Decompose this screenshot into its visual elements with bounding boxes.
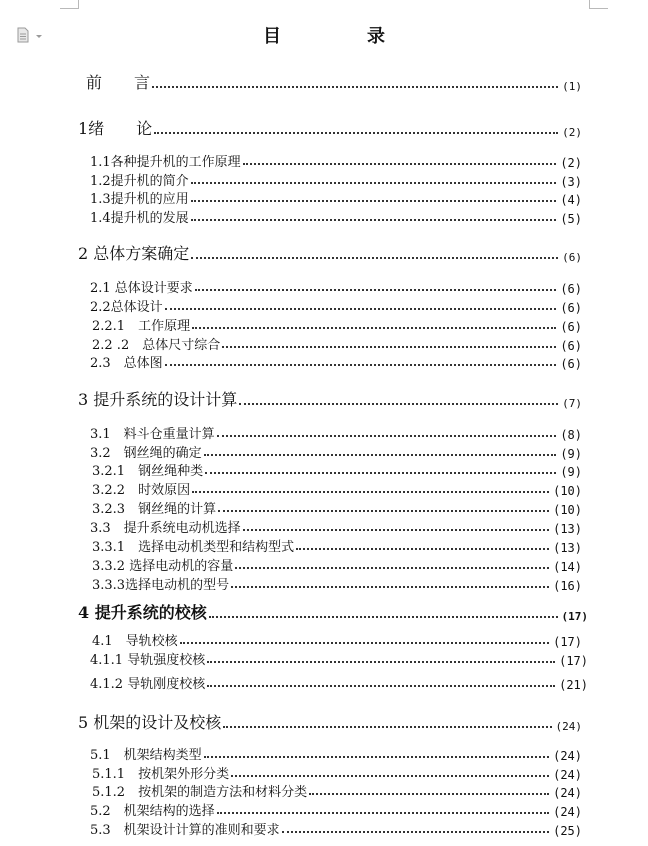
toc-label: 5.1.1 按机架外形分类 (92, 767, 230, 782)
toc-page: (17) (559, 654, 588, 668)
page-corner-mark-right (589, 0, 608, 9)
toc-page: (10) (553, 484, 582, 498)
toc-label: 2 总体方案确定 (78, 244, 190, 263)
toc-label: 5.3 机架设计计算的准则和要求 (90, 823, 280, 838)
toc-page: (3) (560, 175, 582, 189)
toc-entry[interactable] (90, 151, 582, 170)
toc-page: (17) (553, 635, 582, 649)
toc-page: (17) (561, 610, 588, 623)
toc-label: 3.3.3选择电动机的型号 (92, 578, 230, 593)
toc-page: (21) (559, 678, 588, 692)
toc-label: 3.3.2 选择电动机的容量 (92, 559, 234, 574)
toc-label: 5.2 机架结构的选择 (90, 804, 215, 819)
page-corner-mark-left (60, 0, 79, 9)
toc-entry[interactable] (90, 423, 582, 442)
leader-dots (204, 756, 549, 758)
toc-label: 4.1.1 导轨强度校核 (90, 653, 206, 668)
leader-dots (165, 364, 557, 366)
toc-label: 5 机架的设计及校核 (78, 713, 222, 732)
toc-entry[interactable] (92, 536, 582, 555)
toc-page: (9) (560, 447, 582, 461)
toc-label: 3.3 提升系统电动机选择 (90, 521, 241, 536)
toc-entry[interactable] (90, 442, 582, 461)
toc-label: 3.3.1 选择电动机类型和结构型式 (92, 540, 295, 555)
page-title: 目 录 (263, 26, 419, 47)
leader-dots (231, 586, 549, 588)
toc-entry[interactable] (92, 555, 582, 574)
leader-dots (204, 454, 557, 456)
toc-entry[interactable] (92, 479, 582, 498)
toc-page: (16) (553, 579, 582, 593)
toc-entry[interactable] (78, 241, 582, 264)
toc-label: 3.2.1 钢丝绳种类 (92, 464, 204, 479)
toc-entry[interactable] (92, 574, 582, 593)
toc-page: (10) (553, 503, 582, 517)
toc-label: 2.2总体设计 (90, 300, 163, 315)
toc-entry[interactable] (90, 352, 582, 371)
toc-page: (6) (560, 339, 582, 353)
toc-page: (6) (562, 251, 582, 264)
toc-entry[interactable] (90, 188, 582, 207)
toc-entry[interactable] (78, 116, 582, 139)
toc-entry[interactable] (92, 763, 582, 782)
toc-page: (24) (553, 805, 582, 819)
toc-label: 前 言 (86, 73, 151, 92)
toc-label: 3.1 料斗仓重量计算 (90, 427, 215, 442)
leader-dots (191, 200, 557, 202)
toc-entry[interactable] (78, 387, 582, 410)
toc-page: (5) (560, 212, 582, 226)
toc-entry[interactable] (90, 296, 582, 315)
leader-dots (231, 775, 549, 777)
leader-dots (239, 403, 558, 405)
toc-page: (13) (553, 541, 582, 555)
leader-dots (217, 435, 557, 437)
leader-dots (207, 685, 555, 687)
toc-page: (13) (553, 522, 582, 536)
leader-dots (296, 548, 549, 550)
toc-label: 1.4提升机的发展 (90, 211, 189, 226)
leader-dots (222, 346, 556, 348)
toc-page: (9) (560, 465, 582, 479)
toc-entry[interactable] (90, 277, 582, 296)
toc-label: 3 提升系统的设计计算 (78, 390, 238, 409)
toc-page: (24) (555, 720, 582, 733)
toc-entry[interactable] (90, 649, 588, 668)
toc-entry[interactable] (90, 517, 582, 536)
toc-entry[interactable] (78, 600, 588, 623)
toc-label: 3.2.2 时效原因 (92, 483, 191, 498)
leader-dots (235, 567, 549, 569)
toc-entry[interactable] (90, 744, 582, 763)
leader-dots (205, 472, 556, 474)
toc-entry[interactable] (92, 315, 582, 334)
toc-label: 5.1 机架结构类型 (90, 748, 202, 763)
leader-dots (209, 616, 558, 618)
leader-dots (191, 257, 558, 259)
leader-dots (282, 831, 549, 833)
toc-label: 3.2.3 钢丝绳的计算 (92, 502, 217, 517)
toc-page: (2) (560, 156, 582, 170)
toc-page: (24) (553, 786, 582, 800)
toc-page: (14) (553, 560, 582, 574)
toc-page: (1) (562, 80, 582, 93)
leader-dots (192, 491, 549, 493)
leader-dots (165, 308, 557, 310)
toc-entry[interactable] (78, 710, 582, 733)
leader-dots (223, 726, 551, 728)
toc-label: 2.2.1 工作原理 (92, 319, 191, 334)
toc-entry[interactable] (92, 781, 582, 800)
toc-entry[interactable] (90, 673, 588, 692)
toc-entry[interactable] (92, 498, 582, 517)
toc-entry[interactable] (92, 630, 582, 649)
toc-label: 4.1 导轨校核 (92, 634, 178, 649)
toc-page: (6) (560, 301, 582, 315)
leader-dots (191, 219, 557, 221)
leader-dots (217, 812, 549, 814)
leader-dots (152, 86, 558, 88)
toc-label: 1.2提升机的简介 (90, 174, 189, 189)
toc-entry[interactable] (90, 800, 582, 819)
toc-label: 1绪 论 (78, 119, 153, 138)
toc-entry[interactable] (92, 460, 582, 479)
leader-dots (154, 132, 558, 134)
leader-dots (243, 163, 557, 165)
toc-page: (8) (560, 428, 582, 442)
leader-dots (218, 510, 549, 512)
toc-page: (2) (562, 126, 582, 139)
leader-dots (195, 289, 557, 291)
leader-dots (243, 529, 549, 531)
toc-entry[interactable] (92, 334, 582, 353)
toc-page: (4) (560, 193, 582, 207)
toc-page: (6) (560, 357, 582, 371)
leader-dots (180, 642, 549, 644)
toc-page: (6) (560, 320, 582, 334)
leader-dots (192, 327, 556, 329)
toc-label: 1.3提升机的应用 (90, 192, 189, 207)
toc-page: (7) (562, 397, 582, 410)
toc-label: 4.1.2 导轨刚度校核 (90, 677, 206, 692)
toc-label: 2.2 .2 总体尺寸综合 (92, 338, 221, 353)
toc-label: 4 提升系统的校核 (78, 603, 207, 622)
toc-entry[interactable] (90, 207, 582, 226)
toc-page: (6) (560, 282, 582, 296)
toc-entry[interactable] (86, 70, 582, 93)
toc-label: 1.1各种提升机的工作原理 (90, 155, 241, 170)
toc-page: (24) (553, 749, 582, 763)
toc-label: 5.1.2 按机架的制造方法和材料分类 (92, 785, 308, 800)
toc-label: 2.1 总体设计要求 (90, 281, 193, 296)
toc-label: 2.3 总体图 (90, 356, 163, 371)
toc-page: (24) (553, 768, 582, 782)
toc-label: 3.2 钢丝绳的确定 (90, 446, 202, 461)
toc-entry[interactable] (90, 170, 582, 189)
leader-dots (191, 182, 557, 184)
leader-dots (207, 661, 555, 663)
toc-page: (25) (553, 824, 582, 838)
leader-dots (309, 793, 549, 795)
toc-entry[interactable] (90, 819, 582, 838)
